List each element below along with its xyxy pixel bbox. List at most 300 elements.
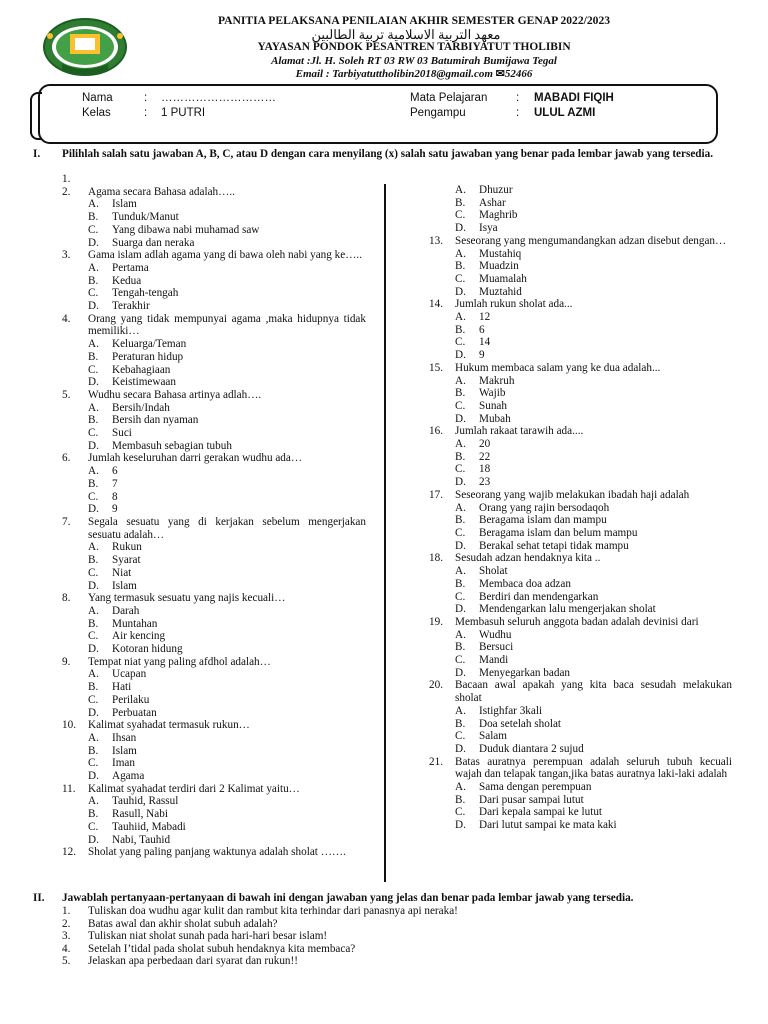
answer-option (62, 262, 366, 275)
option-letter: C. (455, 590, 466, 603)
question-number: 11. (62, 782, 76, 795)
option-text: Air kencing (112, 630, 166, 643)
option-text: Muntahan (112, 617, 158, 630)
section-2-number: II. (33, 892, 45, 904)
option-letter: A. (88, 465, 99, 478)
option-letter: D. (455, 285, 466, 298)
question-item (62, 389, 366, 402)
question-number: 6. (62, 452, 71, 465)
option-letter: C. (88, 693, 99, 706)
question-item (429, 552, 732, 565)
option-text: Membasuh sebagian tubuh (112, 439, 232, 452)
option-text: Tunduk/Manut (112, 211, 179, 224)
question-item (62, 452, 366, 465)
question-number: 14. (429, 298, 443, 311)
option-text: Sunah (479, 399, 507, 412)
section-1-number: I. (33, 148, 41, 160)
question-item (429, 616, 732, 629)
answer-option (429, 603, 732, 616)
option-letter: B. (88, 274, 99, 287)
option-letter: C. (88, 363, 99, 376)
answer-option (429, 654, 732, 667)
answer-option (62, 707, 366, 720)
answer-option (62, 491, 366, 504)
question-item (62, 783, 366, 796)
option-letter: B. (88, 211, 99, 224)
question-number: 8. (62, 592, 71, 605)
option-text: Bersuci (479, 641, 514, 654)
kelas-label: Kelas (82, 107, 111, 119)
answer-option (429, 527, 732, 540)
essay-number: 2. (62, 917, 71, 930)
identity-box (38, 84, 718, 144)
option-text: Muztahid (479, 285, 522, 298)
option-text: 6 (479, 323, 485, 336)
option-text: 9 (479, 349, 485, 362)
answer-option (62, 465, 366, 478)
pengampu-sep: : (516, 107, 520, 119)
option-letter: A. (88, 795, 99, 808)
option-letter: B. (88, 477, 99, 490)
option-text: Tauhiid, Mabadi (112, 820, 186, 833)
option-text: Maghrib (479, 209, 518, 222)
question-number: 16. (429, 425, 443, 438)
answer-option (429, 705, 732, 718)
option-letter: C. (455, 209, 466, 222)
option-letter: A. (455, 311, 466, 324)
option-letter: B. (455, 196, 466, 209)
question-number: 17. (429, 488, 443, 501)
option-letter: C. (88, 820, 99, 833)
option-letter: A. (455, 704, 466, 717)
answer-option (429, 260, 732, 273)
option-letter: D. (455, 349, 466, 362)
answer-option (62, 643, 366, 656)
email-text: Email : Tarbiyatuttholibin2018@gmail.com (295, 68, 493, 80)
answer-option (62, 300, 366, 313)
option-text: Beragama islam dan belum mampu (479, 526, 638, 539)
option-letter: A. (88, 401, 99, 414)
option-text: Suarga dan neraka (112, 236, 195, 249)
option-letter: A. (455, 628, 466, 641)
option-text: Rasull, Nabi (112, 808, 168, 821)
option-letter: A. (455, 374, 466, 387)
option-text: Islam (112, 198, 137, 211)
kelas-sep: : (144, 107, 148, 119)
question-item (62, 313, 366, 338)
answer-option (62, 198, 366, 211)
question-item (62, 516, 366, 541)
column-divider (384, 184, 386, 882)
option-letter: D. (455, 539, 466, 552)
question-text: Kalimat syahadat terdiri dari 2 Kalimat yaitu… (88, 782, 300, 795)
option-letter: D. (88, 770, 99, 783)
option-letter: B. (88, 350, 99, 363)
answer-option (62, 224, 366, 237)
nama-sep: : (144, 92, 148, 104)
option-letter: B. (88, 744, 99, 757)
nama-value: ………………………… (161, 92, 276, 104)
question-item (429, 235, 732, 248)
question-text: Batas auratnya perempuan adalah seluruh tubuh kecuali wajah dan telapak tangan,jika batas auratnya laki-laki adalah (455, 755, 732, 781)
question-number: 1. (62, 173, 71, 185)
answer-option (62, 694, 366, 707)
answer-option (62, 427, 366, 440)
option-letter: C. (455, 272, 466, 285)
option-text: Mustahiq (479, 247, 522, 260)
option-text: Sama dengan perempuan (479, 781, 592, 794)
essay-text: Tuliskan niat sholat sunah pada hari-hari besar islam! (88, 930, 328, 943)
question-item (429, 362, 732, 375)
answer-option (62, 580, 366, 593)
option-text: Kotoran hidung (112, 643, 183, 656)
option-text: Keluarga/Teman (112, 338, 187, 351)
essay-number: 4. (62, 942, 71, 955)
option-letter: C. (88, 490, 99, 503)
kelas-value: 1 PUTRI (161, 107, 206, 119)
option-text: Muadzin (479, 260, 519, 273)
option-text: 12 (479, 311, 491, 324)
option-text: Suci (112, 427, 132, 440)
option-text: Muamalah (479, 272, 527, 285)
option-letter: A. (455, 781, 466, 794)
arabic-title: معهد التربية الاسلامية تربية الطالبين (311, 26, 501, 42)
answer-option (62, 834, 366, 847)
question-number: 19. (429, 615, 443, 628)
answer-option (429, 667, 732, 680)
option-text: Wajib (479, 387, 506, 400)
option-letter: D. (455, 742, 466, 755)
option-letter: D. (88, 579, 99, 592)
question-text: Hukum membaca salam yang ke dua adalah... (455, 361, 661, 374)
answer-option (62, 376, 366, 389)
mapel-value: MABADI FIQIH (534, 92, 614, 104)
option-letter: C. (455, 399, 466, 412)
option-text: Doa setelah sholat (479, 717, 562, 730)
question-number: 9. (62, 655, 71, 668)
question-item (62, 846, 366, 859)
option-text: Perilaku (112, 693, 150, 706)
option-letter: B. (455, 641, 466, 654)
answer-option (62, 732, 366, 745)
option-text: 14 (479, 336, 491, 349)
right-question-column (429, 184, 732, 832)
question-item (429, 425, 732, 438)
option-text: Tauhid, Rassul (112, 795, 179, 808)
question-number: 21. (429, 755, 443, 768)
option-text: Duduk diantara 2 sujud (479, 742, 584, 755)
option-text: Rukun (112, 541, 142, 554)
option-letter: A. (88, 541, 99, 554)
essay-number: 5. (62, 955, 71, 968)
option-letter: C. (455, 336, 466, 349)
option-text: Isya (479, 222, 498, 235)
question-text: Wudhu secara Bahasa artinya adlah…. (88, 388, 262, 401)
answer-option (62, 821, 366, 834)
option-letter: C. (88, 630, 99, 643)
answer-option (62, 503, 366, 516)
question-text: Sesudah adzan hendaknya kita .. (455, 552, 601, 565)
option-text: Terakhir (112, 300, 150, 313)
option-text: Agama (112, 770, 145, 783)
answer-option (62, 338, 366, 351)
answer-option (429, 540, 732, 553)
answer-option (429, 476, 732, 489)
answer-option (429, 336, 732, 349)
option-letter: D. (455, 603, 466, 616)
option-letter: A. (88, 198, 99, 211)
question-text: Kalimat syahadat termasuk rukun… (88, 719, 250, 732)
letterhead (0, 14, 768, 82)
answer-option (62, 605, 366, 618)
answer-option (62, 414, 366, 427)
question-item (62, 249, 366, 262)
question-text: Membasuh seluruh anggota badan adalah devinisi dari (455, 615, 699, 628)
answer-option (429, 718, 732, 731)
option-text: Mubah (479, 412, 511, 425)
option-letter: D. (455, 666, 466, 679)
question-text: Jumlah keseluruhan darri gerakan wudhu ada… (88, 452, 303, 465)
question-text: Yang termasuk sesuatu yang najis kecuali… (88, 592, 286, 605)
question-text: Segala sesuatu yang di kerjakan sebelum mengerjakan sesuatu adalah… (88, 515, 366, 541)
answer-option (429, 806, 732, 819)
option-text: Ucapan (112, 668, 147, 681)
option-text: Ihsan (112, 731, 137, 744)
answer-option (429, 463, 732, 476)
option-text: Dari kepala sampai ke lutut (479, 806, 603, 819)
question-item (429, 679, 732, 704)
question-text: Orang yang tidak mempunyai agama ,maka hidupnya tidak memiliki… (88, 312, 366, 338)
left-question-column (62, 173, 366, 859)
option-text: Perbuatan (112, 706, 157, 719)
option-text: Mendengarkan lalu mengerjakan sholat (479, 603, 656, 616)
answer-option (429, 248, 732, 261)
option-letter: D. (88, 376, 99, 389)
question-text: Agama secara Bahasa adalah….. (88, 185, 235, 198)
option-text: 22 (479, 450, 491, 463)
postal-code: 52466 (504, 68, 533, 80)
question-number: 12. (62, 846, 76, 859)
option-letter: A. (455, 565, 466, 578)
answer-option (62, 668, 366, 681)
essay-list (62, 905, 458, 968)
option-letter: A. (455, 184, 466, 196)
option-text: Membaca doa adzan (479, 577, 571, 590)
option-text: Tengah-tengah (112, 287, 179, 300)
option-text: Mandi (479, 654, 509, 667)
answer-option (62, 237, 366, 250)
answer-option (429, 184, 732, 197)
essay-text: Setelah I’tidal pada sholat subuh hendaknya kita membaca? (88, 942, 356, 955)
option-text: Istighfar 3kali (479, 704, 543, 717)
option-letter: B. (455, 323, 466, 336)
question-text: Jumlah rukun sholat ada... (455, 298, 573, 311)
question-number: 4. (62, 312, 71, 325)
option-letter: C. (455, 526, 466, 539)
option-letter: C. (88, 287, 99, 300)
question-item (429, 756, 732, 781)
answer-option (62, 541, 366, 554)
question-item (429, 489, 732, 502)
answer-option (62, 745, 366, 758)
answer-option (62, 440, 366, 453)
answer-option (429, 222, 732, 235)
answer-option (62, 554, 366, 567)
answer-option (429, 324, 732, 337)
essay-number: 1. (62, 905, 71, 917)
answer-option (62, 478, 366, 491)
question-text: Tempat niat yang paling afdhol adalah… (88, 655, 271, 668)
answer-option (62, 770, 366, 783)
answer-option (429, 819, 732, 832)
answer-option (429, 400, 732, 413)
option-text: Menyegarkan badan (479, 666, 571, 679)
option-letter: B. (455, 387, 466, 400)
question-item (62, 592, 366, 605)
option-letter: C. (88, 427, 99, 440)
option-letter: D. (88, 643, 99, 656)
option-letter: B. (455, 793, 466, 806)
option-text: Beragama islam dan mampu (479, 514, 607, 527)
option-letter: A. (455, 438, 466, 451)
option-letter: B. (88, 681, 99, 694)
option-text: Wudhu (479, 628, 512, 641)
option-letter: A. (88, 604, 99, 617)
answer-option (429, 209, 732, 222)
answer-option (429, 197, 732, 210)
essay-item (62, 943, 458, 956)
option-text: 6 (112, 465, 118, 478)
option-letter: B. (88, 554, 99, 567)
essay-text: Jelaskan apa perbedaan dari syarat dan rukun!! (88, 955, 298, 968)
option-text: Pertama (112, 261, 149, 274)
question-item (429, 298, 732, 311)
option-letter: B. (455, 514, 466, 527)
option-letter: A. (88, 731, 99, 744)
answer-option (62, 567, 366, 580)
question-number: 18. (429, 552, 443, 565)
answer-option (429, 502, 732, 515)
option-letter: A. (455, 247, 466, 260)
answer-option (429, 629, 732, 642)
question-number: 3. (62, 249, 71, 262)
pengampu-label: Pengampu (410, 107, 466, 119)
option-text: 23 (479, 476, 491, 489)
option-text: Dari lutut sampai ke mata kaki (479, 819, 617, 832)
option-letter: B. (88, 808, 99, 821)
answer-option (62, 351, 366, 364)
option-text: Kedua (112, 274, 142, 287)
section-1-instruction: Pilihlah salah satu jawaban A, B, C, atau D dengan cara menyilang (x) salah satu jawaban yang benar pada lembar jawab yang tersedia. (62, 148, 714, 160)
answer-option (62, 402, 366, 415)
answer-option (429, 794, 732, 807)
answer-option (429, 451, 732, 464)
question-text: Seseorang yang mengumandangkan adzan disebut dengan… (455, 234, 727, 247)
option-letter: C. (455, 730, 466, 743)
answer-option (62, 630, 366, 643)
committee-title: PANITIA PELAKSANA PENILAIAN AKHIR SEMESTER GENAP 2022/2023 (217, 14, 611, 27)
option-letter: C. (455, 463, 466, 476)
envelope-icon: ✉ (495, 68, 505, 80)
option-text: Makruh (479, 374, 515, 387)
option-letter: A. (88, 668, 99, 681)
option-letter: B. (455, 450, 466, 463)
option-text: 18 (479, 463, 491, 476)
question-text (88, 173, 366, 186)
answer-option (429, 273, 732, 286)
answer-option (62, 757, 366, 770)
option-text: Bersih dan nyaman (112, 414, 199, 427)
option-text: Darah (112, 604, 140, 617)
option-text: Niat (112, 566, 132, 579)
answer-option (62, 681, 366, 694)
question-number: 2. (62, 185, 71, 198)
address-line: Alamat :Jl. H. Soleh RT 03 RW 03 Batumirah Bumijawa Tegal (271, 54, 557, 67)
question-number: 20. (429, 679, 443, 692)
answer-option (429, 438, 732, 451)
option-letter: B. (455, 577, 466, 590)
mapel-label: Mata Pelajaran (410, 92, 488, 104)
essay-text: Batas awal dan akhir sholat subuh adalah? (88, 917, 278, 930)
option-letter: D. (88, 439, 99, 452)
option-text: Berakal sehat tetapi tidak mampu (479, 539, 629, 552)
option-text: Sholat (479, 565, 508, 578)
essay-item (62, 905, 458, 918)
option-text: 7 (112, 477, 118, 490)
answer-option (62, 618, 366, 631)
nama-label: Nama (82, 92, 113, 104)
question-item (62, 173, 366, 186)
answer-option (429, 730, 732, 743)
option-letter: C. (88, 223, 99, 236)
option-letter: A. (455, 501, 466, 514)
option-text: 8 (112, 490, 118, 503)
answer-option (429, 641, 732, 654)
pengampu-value: ULUL AZMI (534, 107, 596, 119)
answer-option (62, 808, 366, 821)
essay-item (62, 930, 458, 943)
question-item (62, 656, 366, 669)
question-number: 7. (62, 515, 71, 528)
answer-option (62, 211, 366, 224)
answer-option (429, 565, 732, 578)
essay-item (62, 918, 458, 931)
option-letter: B. (455, 260, 466, 273)
option-text: Salam (479, 730, 507, 743)
option-letter: D. (88, 503, 99, 516)
option-text: 9 (112, 503, 118, 516)
option-text: Dari pusar sampai lutut (479, 793, 584, 806)
option-letter: D. (455, 819, 466, 832)
answer-option (62, 364, 366, 377)
option-letter: D. (88, 706, 99, 719)
essay-number: 3. (62, 930, 71, 943)
option-text: Ashar (479, 196, 506, 209)
answer-option (429, 578, 732, 591)
contact-line (0, 68, 768, 82)
option-letter: A. (88, 261, 99, 274)
answer-option (429, 349, 732, 362)
foundation-title: YAYASAN PONDOK PESANTREN TARBIYATUT THOLIBIN (257, 41, 571, 53)
question-text: Gama islam adlah agama yang di bawa oleh nabi yang ke….. (88, 249, 363, 262)
option-letter: D. (88, 300, 99, 313)
essay-text: Tuliskan doa wudhu agar kulit dan rambut kita terhindar dari panasnya api neraka! (88, 905, 458, 917)
option-letter: D. (88, 236, 99, 249)
answer-option (62, 795, 366, 808)
essay-item (62, 955, 458, 968)
option-letter: B. (88, 414, 99, 427)
question-text: Seseorang yang wajib melakukan ibadah haji adalah (455, 488, 690, 501)
